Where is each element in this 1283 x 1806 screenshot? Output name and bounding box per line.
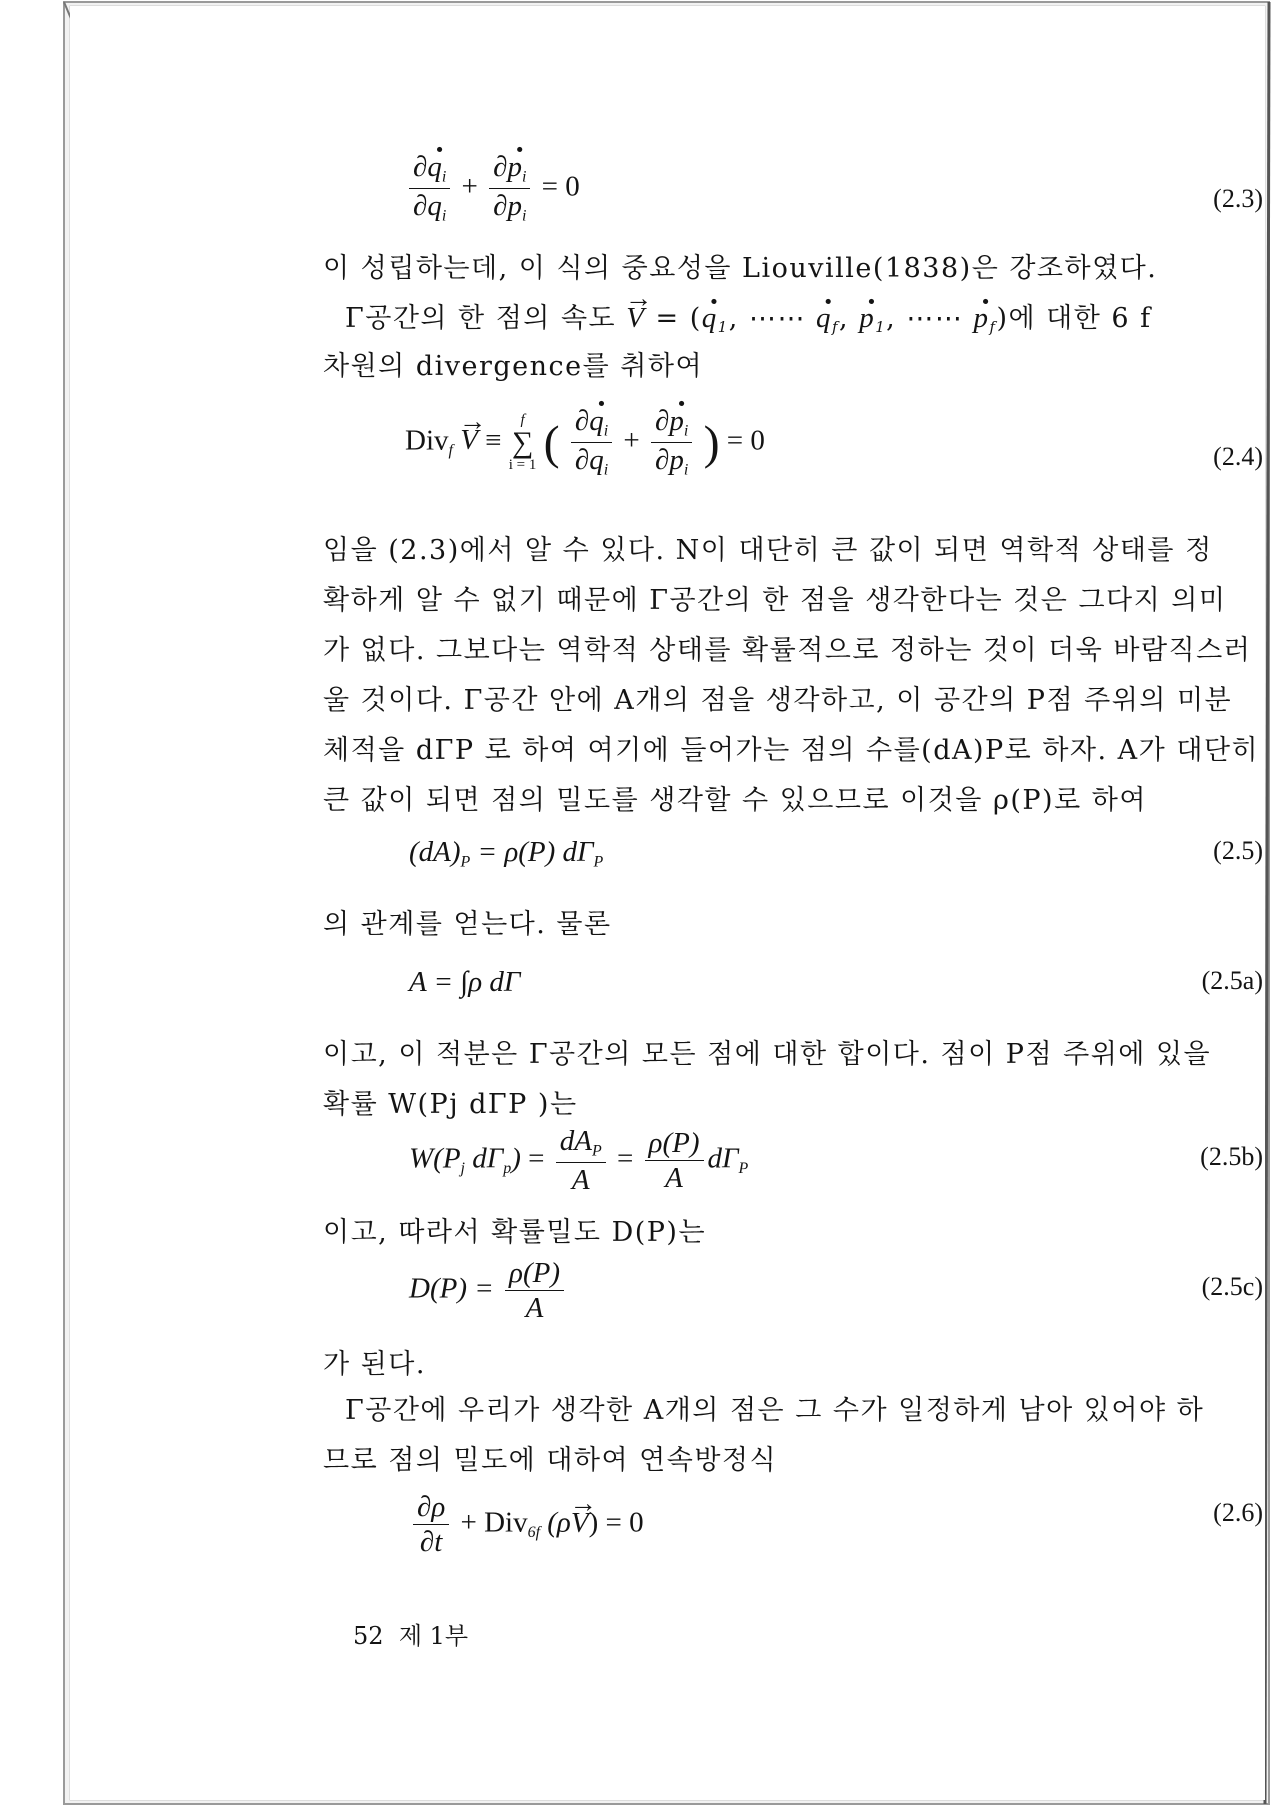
paragraph-line: 큰 값이 되면 점의 밀도를 생각할 수 있으므로 이것을 ρ(P)로 하여	[323, 785, 1147, 816]
equation-number-2-5b: (2.5b)	[1200, 1142, 1263, 1171]
paragraph-line: 울 것이다. Γ공간 안에 A개의 점을 생각하고, 이 공간의 P점 주위의 미분	[323, 685, 1233, 716]
paragraph-line: 므로 점의 밀도에 대하여 연속방정식	[323, 1445, 778, 1476]
paragraph-line-velocity: Γ공간의 한 점의 속도 → V = (· $q_1$, ⋯⋯ · $q_f$, · $p_1$, ⋯⋯ · $p_f$)에 대한 6 f	[345, 296, 1152, 336]
equation-number-2-5c: (2.5c)	[1201, 1272, 1263, 1301]
page-footer	[353, 1616, 468, 1651]
part-label: 제 1부	[398, 1622, 469, 1650]
book-page	[70, 6, 1265, 1800]
paragraph-line: 차원의 divergence를 취하여	[323, 351, 704, 382]
paragraph-line: 확하게 알 수 없기 때문에 Γ공간의 한 점을 생각한다는 것은 그다지 의미	[323, 585, 1227, 616]
equation-2-5a: A = ∫ρ dΓ	[409, 966, 521, 998]
equation-2-6: $\frac{\partial\rho}{\partial t}$ + Div$_{6f}$ (ρ→ V) = 0	[409, 1492, 644, 1558]
paragraph-line: 이고, 이 적분은 Γ공간의 모든 점에 대한 합이다. 점이 P점 주위에 있을	[323, 1039, 1212, 1070]
paragraph-line: 의 관계를 얻는다. 물론	[323, 909, 612, 940]
equation-2-5: $(dA)_P = \rho(P)$ $d\Gamma_P$	[409, 836, 604, 871]
paragraph-line: 임을 (2.3)에서 알 수 있다. N이 대단히 큰 값이 되면 역학적 상태를 정	[323, 535, 1213, 566]
equation-2-3: $\frac{\partial\cdot q_i}{\partial q_i}$ + $\frac{\partial\cdot p_i}{\partial p_i}$ = 0	[405, 152, 580, 226]
equation-number-2-5: (2.5)	[1213, 836, 1263, 865]
equation-2-5c: D(P) = $\frac{\rho(P)}{A}$	[409, 1258, 568, 1324]
paragraph-line: Γ공간에 우리가 생각한 A개의 점은 그 수가 일정하게 남아 있어야 하	[345, 1395, 1205, 1426]
paragraph-line: 가 없다. 그보다는 역학적 상태를 확률적으로 정하는 것이 더욱 바람직스러	[323, 635, 1252, 666]
equation-2-4: Div$_f$ → V ≡ f ∑ i = 1 ( $\frac{\partial\cdot q_i}{\partial q_i}$ + $\frac{\partial\cdot p_i}{\partial p_i}$ ) = 0	[405, 406, 765, 480]
paragraph-line: 이고, 따라서 확률밀도 D(P)는	[323, 1217, 707, 1248]
equation-number-2-6: (2.6)	[1213, 1498, 1263, 1527]
equation-number-2-3: (2.3)	[1213, 184, 1263, 213]
paragraph-line: 확률 W(Pj dΓP )는	[323, 1089, 578, 1120]
equation-number-2-4: (2.4)	[1213, 442, 1263, 471]
paragraph-line: 체적을 dΓP 로 하여 여기에 들어가는 점의 수를(dA)P로 하자. A가 대단히	[323, 735, 1260, 766]
paragraph-line: 가 된다.	[323, 1349, 426, 1380]
page-number: 52	[353, 1622, 384, 1650]
paragraph-line: 이 성립하는데, 이 식의 중요성을 Liouville(1838)은 강조하였다.	[323, 253, 1158, 284]
equation-2-5b: $W(P_j$ $d\Gamma_p$) = $\frac{dA_P}{A}$ = $\frac{\rho(P)}{A}$ $d\Gamma_P$	[409, 1125, 749, 1197]
equation-number-2-5a: (2.5a)	[1201, 966, 1263, 995]
